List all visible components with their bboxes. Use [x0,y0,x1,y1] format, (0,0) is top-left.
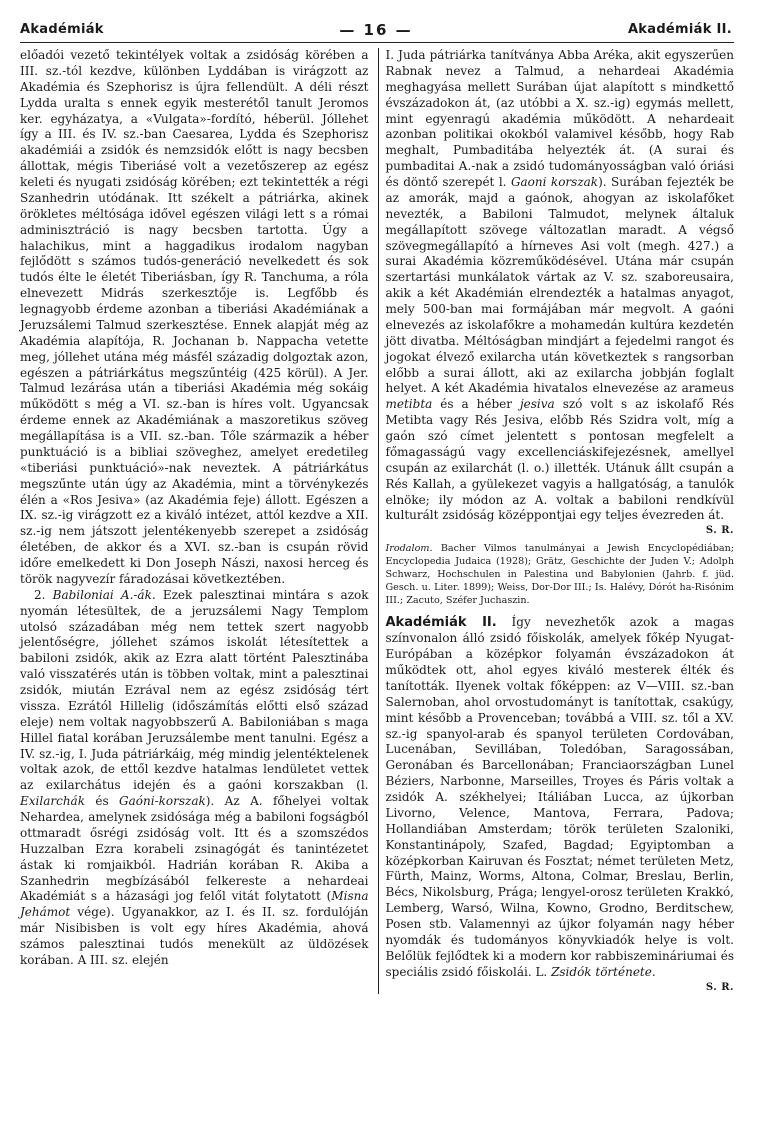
text-run: vége). Ugyanakkor, az I. és II. sz. fordulóján már Nisibisben is volt egy híres Akadémia, ahová számos palesztinai tudós menekült az üldözések korában. A III. sz. elején [20,905,369,967]
bibliography-heading: Irodalom. [385,543,433,555]
text-run: Így nevezhetők azok a magas színvonalon álló zsidó főiskolák, amelyek főkép Nyugat-Európában a középkor folyamán évszázadokon át működtek ott, ahol egyes kiváló mesterek élték és tanították. Ilyenek voltak főképpen: az V—VIII. sz.-ban Salernoban, ahol orvostudományt is tanítottak, csakúgy, mint később a Provenceban; továbbá a VIII. sz. től a XV. sz.-ig spanyol-arab és spanyol területen Cordovában, Lucenában, Sevillában, Toledóban, Saragossában, Geronában és Barcellonában; Franciaországban Lunel Béziers, Narbonne, Marseilles, Troyes és Páris voltak a zsidók A. székhelyei; Itáliában Lucca, az újkorban Livorno, Velence, Mantova, Ferrara, Padova; Hollandiában Amsterdam; török területen Szaloniki, Konstantinápoly, Szafed, Bagdad; Egyiptomban a középkorban Kairuvan és Fosztat; német területen Metz, Fürth, Mainz, Worms, Altona, Colmar, Breslau, Berlin, Bécs, Nikolsburg, Prága; lengyel-orosz területen Krakkó, Lemberg, Warsó, Wilna, Kowno, Grodno, Berditschew, Posen stb. Valamennyi az újkor folyamán nagy héber nyomdák és tudományos könyvkiadók helye is volt. Belőlük fejlődtek ki a modern kor rabbiszemináriumai és speciális zsidó főiskolái. L. [385,615,734,979]
bibliography-text: Bacher Vilmos tanulmányai a Jewish Encyclopédiában; Encyclopedia Judaica (1928); Grätz, Geschichte der Juden V.; Adolph Schwarz, Hochschulen in Palestina und Babylonien (Jahrb. f. jüd. Gesch. u. Liter. 1899); Weiss, Dor-Dor III.; Is. Halévy, Dórót ha-Risónim III.; Zacuto, Széfer Juchaszin. [385,543,734,607]
text-run: és a héber [432,397,520,412]
cross-reference: Zsidók története. [551,964,656,979]
section-number: 2. [34,587,53,602]
right-column [378,48,735,994]
bibliography [386,543,735,608]
running-header [20,22,732,42]
text-run: ). Surában fejezték be az amorák, majd a gaónok, ahogyan az iskolafőket nevezték, a Babiloni Talmudot, melynek általuk megállapított szövege változatlan maradt. A végső szövegmegállapító a hírneves Asi volt (megh. 427.) a surai Akadémia közreműködésével. Utána már csupán szertartási munkálatok vártak az V. sz. szaboreusaira, akik a két Akadémián elrendezték a hatalmas anyagot, mely 500-ban mai formájában már megvolt. A gaóni elnevezés az iskolafőkre a mohamedán kultúra kezdetén jött divatba. Méltóságban mindjárt a fejedelmi rangot és jogokat élvező exilarcha után következtek s rangsorban előbb a surai állott, aki az exilarcha jobbján foglalt helyet. A két Akadémia hivatalos elnevezése az arameus [385,175,734,396]
header-rule [20,42,734,43]
paragraph [386,48,735,537]
text-run: I. Juda pátriárka tanítványa Abba Aréka, akit egyszerűen Rabnak nevez a Talmud, a nehardeai Akadémia meghagyása mellett Surában újat alapított s mindkettő évszázadokon át, (az utóbbi a X. sz.-ig) egymás mellett, mint egyenragú akadémia működött. A nehardeait azonban politikai okokból valamivel később, hogy Rab meghalt, Pumbaditába helyezték át. (A surai és pumbaditai A.-nak a zsidó tudományosságban való óriási és döntő szerepét l. [385,48,734,189]
cross-reference: Misna Jehámot [20,889,369,920]
term: metibta [385,397,433,412]
cross-reference: Gaoni korszak [510,175,599,189]
entry-title: Akadémiák II. [385,615,497,631]
text-run: szó volt s az iskolafő Rés Metibta vagy Rés Jesiva, előbb Rés Szidra volt, míg a gaón szó címet jelentett s pontosan megfelelt a főmagasságú vagy excellenciáskifejezésnek, amellyel csupán az exilarchát (l. o.) illették. Utánuk állt csupán a Rés Kallah, a gyülekezet vagyis a hallgatóság, a tanulók elnöke; ily módon az A. voltak a babiloni rendkívül kulturált zsidóság középpontjai egy teljes évezreden át. [385,397,734,523]
text-run: és [84,794,120,809]
author-signature: S. R. [705,981,734,993]
left-column [20,48,378,994]
section-term: Babiloniai A.-ák. [52,587,156,602]
text-run: ). Az A. főhelyei voltak Nehardea, amelynek zsidósága még a babiloni fogságból ottmaradt ősrégi zsidóság volt. Itt és a szomszédos Huzzalban Ezra korabeli zsinagógát és tanintézetet ástak ki romjaikból. Hadrián korában R. Akiba a Szanhedrin megbízásából felkereste a nehardeai Akadémiát s a házasági jog felől vitát folytatott ( [20,794,369,904]
text-columns [20,48,734,994]
term: jesiva [519,397,555,412]
cross-reference: Exilarchák [20,794,85,809]
page-number: — 16 — [339,21,413,39]
header-left-title: Akadémiák [20,22,104,37]
cross-reference: Gaóni-korszak [119,794,206,809]
author-signature: S. R. [705,525,734,537]
paragraph [20,588,369,969]
entry [386,614,735,994]
text-run: Ezek palesztinai mintára s azok nyomán létesültek, de a jeruzsálemi Nagy Templom utolsó századában még nem tettek szert nagyobb jelentőségre, jóllehet számos iskolát létesítettek a babiloni zsidók, akik az Ezra alatt történt Palesztinába való visszatérés után is többen voltak, mint a palesztinai zsidók, miután Ezrával nem az egész zsidóság tért vissza. Ezrától Hillelig (időszámítás előtti első század eleje) nem voltak nagyobbszerű A. Babiloniában s maga Hillel fiatal korában Jeruzsálembe ment tanulni. Egész a IV. sz.-ig, I. Juda pátriárkáig, még mindig jelentéktelenek voltak azok, de ettől kezdve hatalmas lendületet vettek az exilarchátus idején és a gaóni korszakban (l. [20,587,369,793]
header-right-title: Akadémiák II. [627,22,732,37]
paragraph: előadói vezető tekintélyek voltak a zsidóság körében a III. sz.-tól kezdve, különben Lyddában is virágzott az Akadémia és Szephorisz is újra fellendült. A déli részt Lydda uralta s ennek egyik mesterétől tanult Jeromos ker. egyházatya, a «Vulgata»-fordító, héberül. Jóllehet így a III. és IV. sz.-ban Caesarea, Lydda és Szephorisz akadémiái a zsidók és nemzsidók előtt is nagy becsben állottak, mégis Tiberiásé volt a vezetőszerep az egész keleti és nyugati zsidóság körében; ezt tekintették a régi Szanhedrin utódának. Itt székelt a pátriárka, akinek örökletes méltósága idővel egészen világi lett s a római adminisztráció is nagy becsben tartotta. Úgy a halachikus, mint a haggadikus irodalom nagyban fejlődött s számos tudós-generáció nevelkedett és sok tudós élte le életét Tiberiásban, így R. Tanchuma, a róla elnevezett Midrás szerkesztője is. Legfőbb és legnagyobb érdeme azonban a tiberiási Akadémiának a Jeruzsálemi Talmud szerkesztése. Ennek alapját még az Akadémia alapítója, R. Jochanan b. Nappacha vetette meg, jóllehet utána még másfél századig dolgoztak azon, egészen a pátriárkátus megszűntéig (425 körül). A Jer. Talmud lezárása után a tiberiási Akadémia még sokáig működött s még a VI. sz.-ban is híres volt. Ugyancsak érdeme ennek az Akadémiának a maszoretikus szöveg megállapítása is a VII. sz.-ban. Tőle származik a héber punktuáció is a bibliai szöveghez, amelyet eredetileg «tiberiási punktuáció»-nak neveztek. A pátriárkátus megszűnte után úgy az Akadémia, mint a törvénykezés élén a «Ros Jesiva» (az Akadémia feje) állott. Egészen a IX. sz.-ig virágzott ez a kiváló intézet, attól kezdve a XII. sz.-ig nem játszott jelentékenyebb szerepet a zsidóság életében, de akkor és a XVI. sz.-ban is csupán rövid időre emelkedett ki Don Joseph Nászi, naxosi herceg és török nagyvezír fáradozásai következtében. [20,48,369,586]
